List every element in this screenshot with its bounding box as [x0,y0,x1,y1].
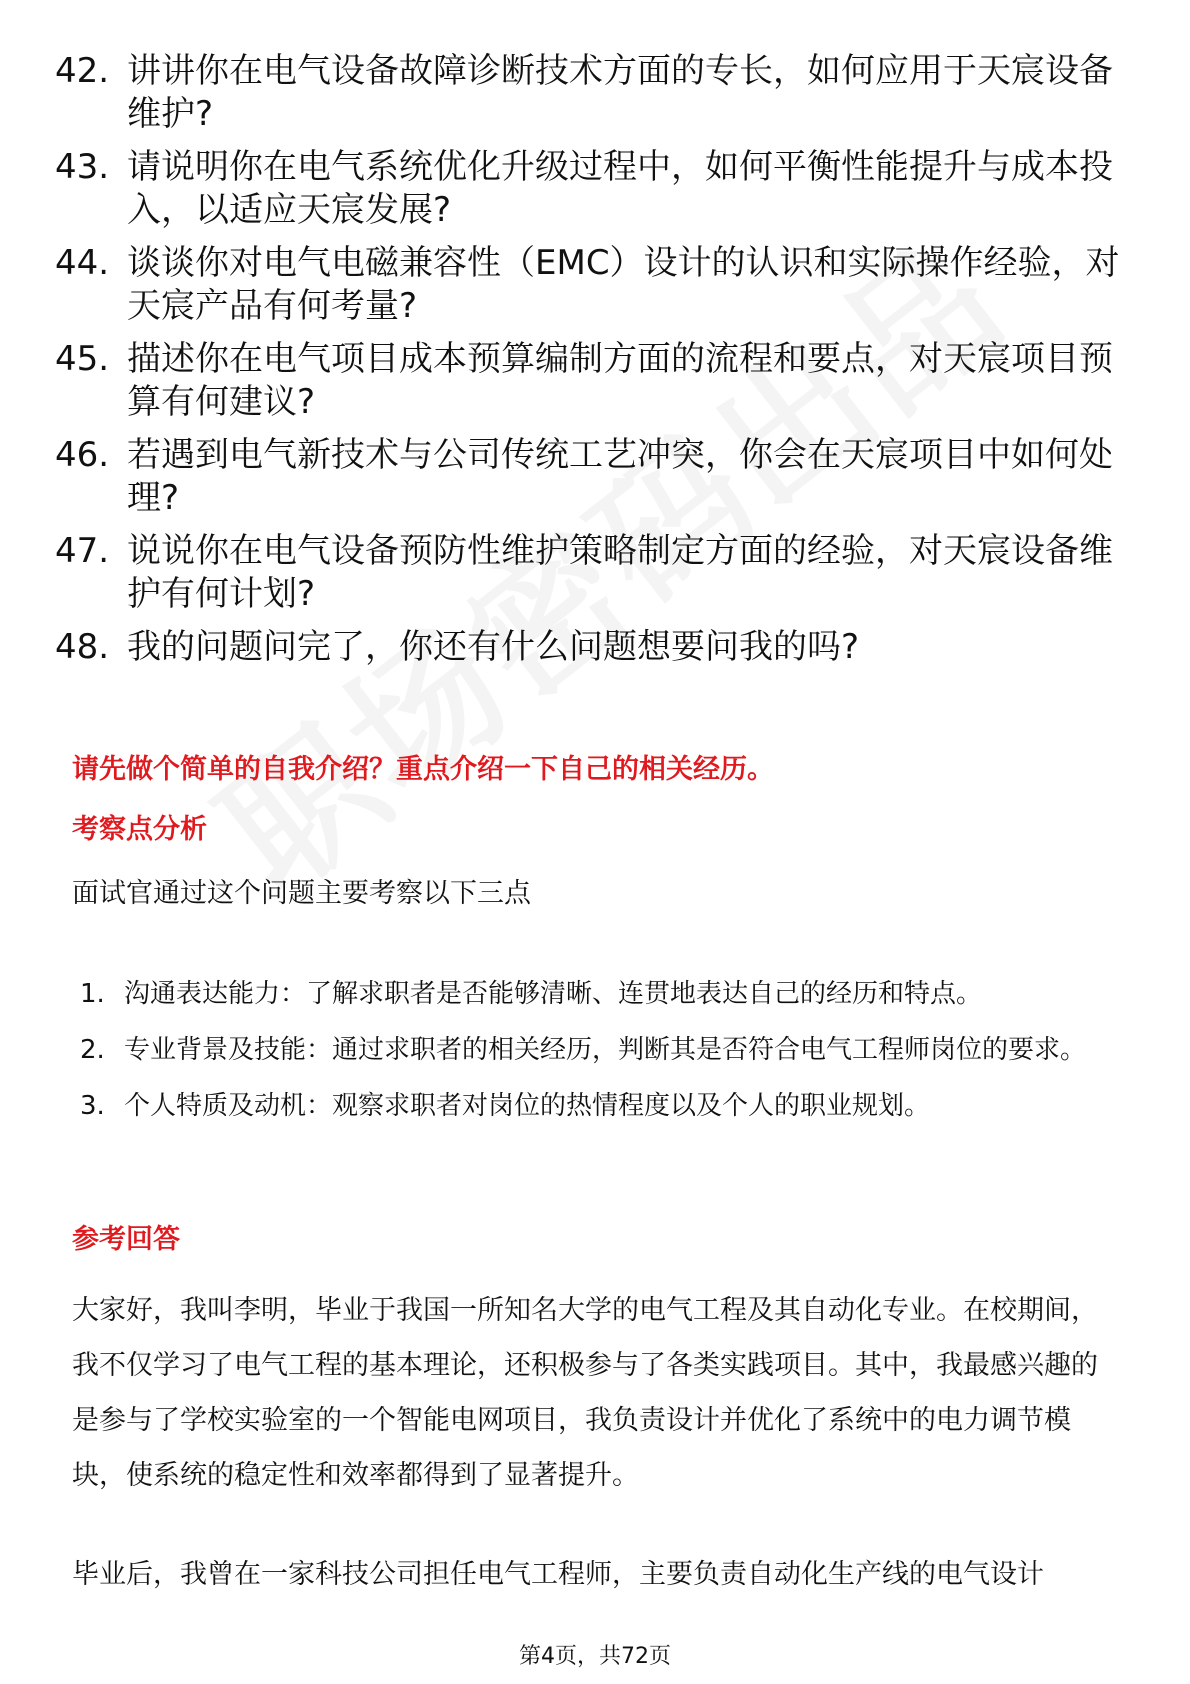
question-item [55,626,1125,669]
featured-question-title: 请先做个简单的自我介绍？重点介绍一下自己的相关经历。 [72,754,774,785]
question-text: 说说你在电气设备预防性维护策略制定方面的经验，对天宸设备维护有何计划? [127,531,1113,614]
question-text: 谈谈你对电气电磁兼容性（EMC）设计的认识和实际操作经验，对天宸产品有何考量? [127,243,1120,326]
question-text: 若遇到电气新技术与公司传统工艺冲突，你会在天宸项目中如何处理? [127,435,1113,518]
answer-heading: 参考回答 [72,1224,180,1255]
question-number: 47. [55,531,110,571]
question-number: 46. [55,435,110,475]
question-item [55,338,1125,424]
analysis-point [80,966,1120,1022]
question-number: 45. [55,339,110,379]
question-number: 44. [55,243,110,283]
question-item [55,530,1125,616]
analysis-intro: 面试官通过这个问题主要考察以下三点 [72,878,531,909]
question-item [55,50,1125,136]
question-list [55,50,1125,679]
point-number: 2. [80,1035,105,1065]
analysis-point [80,1022,1120,1078]
question-text: 描述你在电气项目成本预算编制方面的流程和要点，对天宸项目预算有何建议? [127,339,1113,422]
question-number: 43. [55,147,110,187]
point-text: 个人特质及动机：观察求职者对岗位的热情程度以及个人的职业规划。 [124,1091,931,1121]
question-number: 42. [55,51,110,91]
question-number: 48. [55,627,110,667]
question-item [55,146,1125,232]
question-item [55,242,1125,328]
answer-paragraph-1: 大家好，我叫李明，毕业于我国一所知名大学的电气工程及其自动化专业。在校期间，我不仅学习了电气工程的基本理论，还积极参与了各类实践项目。其中，我最感兴趣的是参与了学校实验室的一个智能电网项目，我负责设计并优化了系统中的电力调节模块，使系统的稳定性和效率都得到了显著提升。 [72,1295,1098,1491]
analysis-point [80,1078,1120,1134]
point-text: 沟通表达能力：了解求职者是否能够清晰、连贯地表达自己的经历和特点。 [124,979,983,1009]
page-number: 第4页，共72页 [519,1644,671,1669]
question-text: 请说明你在电气系统优化升级过程中，如何平衡性能提升与成本投入，以适应天宸发展? [127,147,1113,230]
question-text: 我的问题问完了，你还有什么问题想要问我的吗? [127,627,860,667]
point-number: 1. [80,979,105,1009]
analysis-points [80,966,1120,1134]
answer-paragraph-2: 毕业后，我曾在一家科技公司担任电气工程师，主要负责自动化生产线的电气设计 [72,1559,1044,1590]
point-text: 专业背景及技能：通过求职者的相关经历，判断其是否符合电气工程师岗位的要求。 [124,1035,1087,1065]
point-number: 3. [80,1091,105,1121]
question-item [55,434,1125,520]
analysis-heading: 考察点分析 [72,814,207,845]
question-text: 讲讲你在电气设备故障诊断技术方面的专长，如何应用于天宸设备维护? [127,51,1113,134]
